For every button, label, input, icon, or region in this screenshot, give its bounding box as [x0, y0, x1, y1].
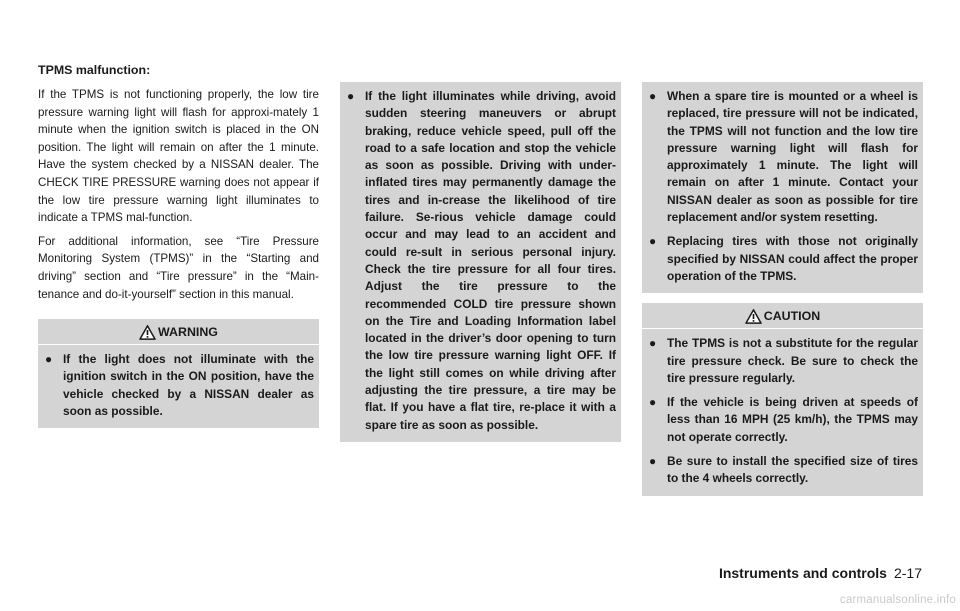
warning-box-header [38, 319, 319, 345]
footer-section-title: Instruments and controls [718, 565, 887, 581]
list-item [647, 394, 918, 446]
warning-box [38, 319, 319, 428]
warning-continued-list-2 [642, 82, 923, 293]
list-item [647, 88, 918, 226]
warning-title: WARNING [158, 325, 218, 340]
bullet-icon: ● [649, 234, 657, 249]
caution-title: CAUTION [763, 309, 821, 324]
list-item [647, 335, 918, 387]
column-3 [642, 82, 923, 496]
warning-list [38, 345, 319, 428]
paragraph-additional-info: For additional information, see “Tire Pressure Monitoring System (TPMS)” in the “Starting and driving” section and “Tire pressure” in the “Main-tenance and do-it-yourself” section in this manual. [38, 234, 319, 301]
list-item-text: When a spare tire is mounted or a wheel is replaced, tire pressure will not be indicated, the TPMS will not function and the low tire pressure warning light will flash for approximately 1 minute. The light will remain on after 1 minute. Contact your NISSAN dealer as soon as possible for tire replacement and/or system resetting. [667, 89, 918, 225]
bullet-icon: ● [347, 89, 355, 103]
header-divider [642, 328, 923, 329]
list-item [647, 233, 918, 285]
warning-triangle-icon [745, 309, 762, 324]
list-item-text: If the vehicle is being driven at speeds of less than 16 MPH (25 km/h), the TPMS may not operate correctly. [667, 395, 918, 444]
list-item-text: Be sure to install the specified size of tires to the 4 wheels correctly. [667, 454, 918, 486]
bullet-icon: ● [649, 89, 657, 103]
list-item [647, 453, 918, 488]
list-item-text: If the light illuminates while driving, avoid sudden steering maneuvers or abrupt braking, reduce vehicle speed, pull off the road to a safe location and stop the vehicle as soon as possible. Driving with under-inflated tires may permanently damage the tires and in-crease the likelihood of tire failure. Se-rious vehicle damage could occur and may lead to an accident and could re-sult in serious personal injury. Check the tire pressure for all four tires. Adjust the tire pressure to the recommended COLD tire pressure shown on the Tire and Loading Information label located in the driver’s door opening to turn the low tire pressure warning light OFF. If the light still comes on while driving after adjusting the tire pressure, a tire may be flat. If you have a flat tire, re-place it with a spare tire as soon as possible. [365, 89, 616, 432]
header-divider [38, 344, 319, 345]
bullet-icon: ● [649, 454, 657, 469]
bullet-icon: ● [649, 336, 657, 351]
column-2 [340, 82, 621, 442]
page-footer [719, 565, 922, 581]
warning-continued-box-2 [642, 82, 923, 293]
bullet-icon: ● [45, 352, 53, 367]
list-item [43, 351, 314, 420]
list-item-text: Replacing tires with those not originally specified by NISSAN could affect the proper operation of the TPMS. [667, 234, 918, 283]
watermark: carmanualsonline.info [839, 594, 956, 606]
list-item [345, 88, 616, 434]
paragraph-malfunction: If the TPMS is not functioning properly, the low tire pressure warning light will flash for approxi-mately 1 minute when the ignition switch is placed in the ON position. The light will remain on after the 1 minute. Have the system checked by a NISSAN dealer. The CHECK TIRE PRESSURE warning does not appear if the low tire pressure warning light illuminates to indicate a TPMS mal-function. [38, 88, 319, 225]
caution-box [642, 303, 923, 495]
page-number: 2-17 [893, 565, 922, 581]
list-item-text: If the light does not illuminate with the ignition switch in the ON position, have the vehicle checked by a NISSAN dealer as soon as possible. [63, 352, 314, 419]
caution-list [642, 329, 923, 495]
warning-triangle-icon [139, 325, 156, 340]
warning-continued-box [340, 82, 621, 442]
warning-continued-list [340, 82, 621, 442]
list-item-text: The TPMS is not a substitute for the regular tire pressure check. Be sure to check the tire pressure regularly. [667, 336, 918, 385]
column-1 [38, 78, 319, 428]
section-heading: TPMS malfunction: [38, 63, 151, 77]
caution-box-header [642, 303, 923, 329]
bullet-icon: ● [649, 395, 657, 410]
